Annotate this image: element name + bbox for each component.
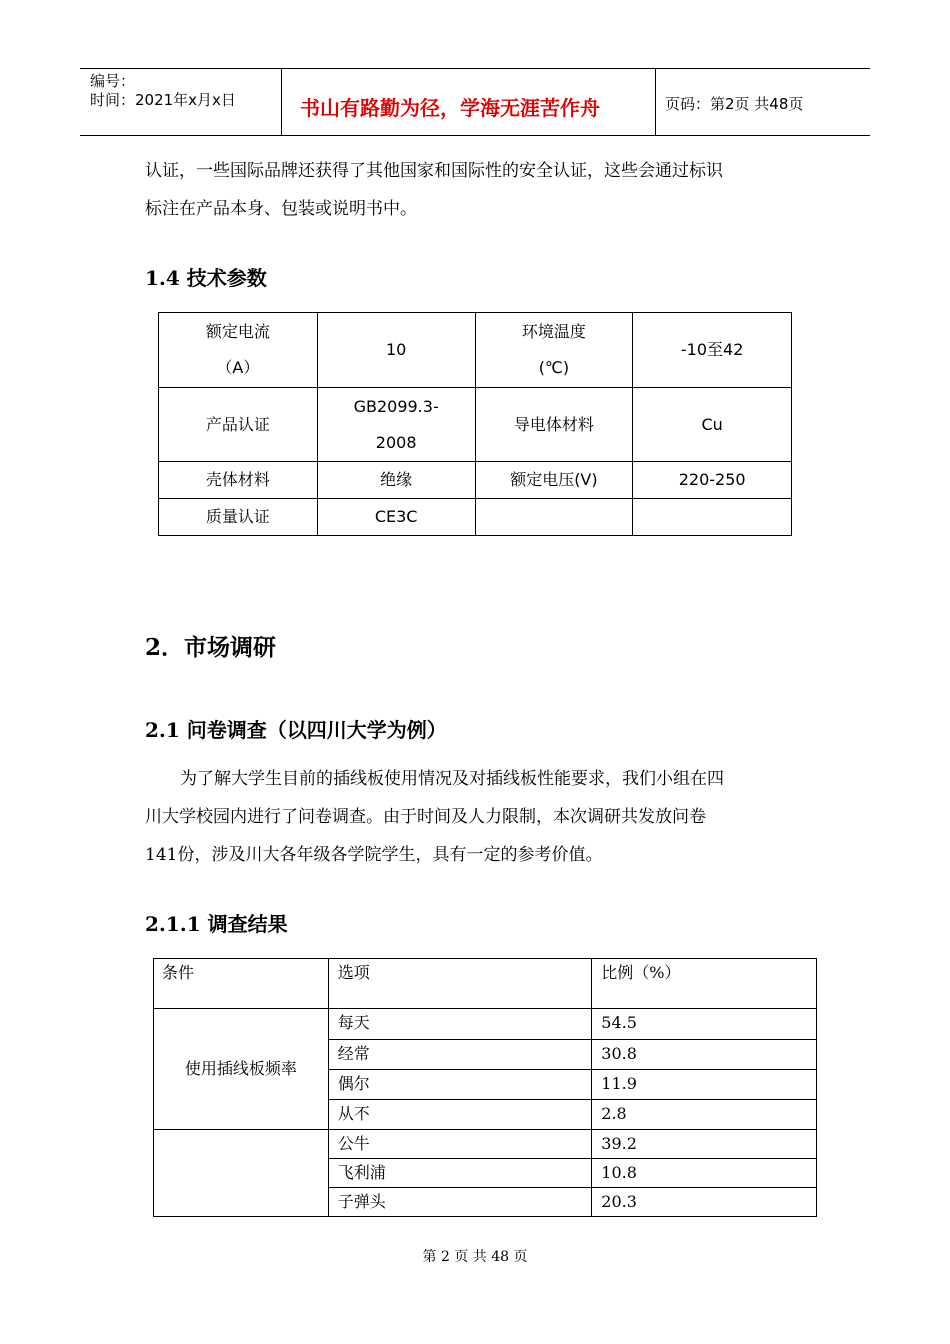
header-time-label: 时间：2021年x月x日	[90, 91, 236, 109]
survey-ratio: 20.3	[592, 1188, 817, 1217]
spec-row	[159, 499, 792, 536]
spec-rated-current-value: 10	[317, 313, 475, 388]
page-footer: 第 2 页 共 48 页	[422, 1249, 528, 1265]
survey-paragraph-line-3: 141份，涉及川大各年级各学院学生，具有一定的参考价值。	[145, 845, 603, 865]
section-heading-2: 2．市场调研	[145, 634, 277, 661]
section-heading-1-4: 1.4 技术参数	[145, 266, 267, 290]
survey-header-row	[154, 959, 817, 1009]
survey-option: 从不	[328, 1100, 592, 1130]
header-top-rule	[80, 68, 870, 69]
survey-paragraph-line-1: 为了解大学生目前的插线板使用情况及对插线板性能要求，我们小组在四	[180, 769, 724, 789]
survey-option: 每天	[328, 1009, 592, 1040]
survey-condition-brand	[154, 1130, 329, 1217]
spec-row	[159, 313, 792, 388]
survey-option: 公牛	[328, 1130, 592, 1159]
spec-quality-value: CE3C	[317, 499, 475, 536]
spec-row	[159, 462, 792, 499]
spec-table	[158, 312, 792, 536]
survey-table	[153, 958, 817, 1217]
spec-empty-cell	[475, 499, 633, 536]
spec-row	[159, 388, 792, 462]
survey-ratio: 54.5	[592, 1009, 817, 1040]
survey-header-condition: 条件	[154, 959, 329, 1009]
survey-option: 经常	[328, 1040, 592, 1070]
spec-certification-value-1: GB2099.3-	[353, 396, 439, 416]
spec-empty-cell	[633, 499, 792, 536]
spec-rated-voltage-value: 220-250	[633, 462, 792, 499]
survey-row	[154, 1009, 817, 1040]
spec-rated-voltage-label: 额定电压(V)	[475, 462, 633, 499]
survey-ratio: 10.8	[592, 1159, 817, 1188]
spec-shell-value: 绝缘	[317, 462, 475, 499]
spec-shell-label: 壳体材料	[159, 462, 318, 499]
spec-ambient-temp-label: 环境温度	[521, 322, 586, 341]
survey-row	[154, 1130, 817, 1159]
intro-line-1: 认证，一些国际品牌还获得了其他国家和国际性的安全认证，这些会通过标识	[145, 161, 723, 181]
header-bottom-rule	[80, 135, 870, 136]
spec-cell	[159, 313, 318, 388]
survey-option: 飞利浦	[328, 1159, 592, 1188]
section-heading-2-1: 2.1 问卷调查（以四川大学为例）	[145, 718, 447, 742]
survey-ratio: 39.2	[592, 1130, 817, 1159]
survey-option: 偶尔	[328, 1070, 592, 1100]
spec-ambient-temp-value: -10至42	[633, 313, 792, 388]
spec-cell	[317, 388, 475, 462]
survey-condition-usage-frequency: 使用插线板频率	[154, 1009, 329, 1130]
spec-certification-label: 产品认证	[159, 388, 318, 462]
header-page-label: 页码：第2页 共48页	[665, 95, 804, 113]
survey-paragraph-line-2: 川大学校园内进行了问卷调查。由于时间及人力限制，本次调研共发放问卷	[145, 807, 706, 827]
intro-line-2: 标注在产品本身、包装或说明书中。	[145, 199, 417, 219]
header-motto: 书山有路勤为径，学海无涯苦作舟	[300, 96, 600, 120]
survey-ratio: 2.8	[592, 1100, 817, 1130]
spec-rated-current-label: 额定电流	[205, 322, 270, 341]
section-heading-2-1-1: 2.1.1 调查结果	[145, 912, 288, 936]
spec-conductor-value: Cu	[633, 388, 792, 462]
survey-header-option: 选项	[328, 959, 592, 1009]
survey-option: 子弹头	[328, 1188, 592, 1217]
header-code-label: 编号：	[90, 72, 136, 90]
survey-ratio: 30.8	[592, 1040, 817, 1070]
spec-rated-current-unit: （A）	[216, 358, 260, 377]
spec-certification-value-2: 2008	[375, 432, 417, 452]
spec-ambient-temp-unit: (℃)	[538, 358, 570, 377]
spec-quality-label: 质量认证	[159, 499, 318, 536]
spec-conductor-label: 导电体材料	[475, 388, 633, 462]
header-divider-right	[655, 68, 656, 136]
survey-header-ratio: 比例（%）	[592, 959, 817, 1009]
spec-cell	[475, 313, 633, 388]
header-divider-left	[281, 68, 282, 136]
survey-ratio: 11.9	[592, 1070, 817, 1100]
